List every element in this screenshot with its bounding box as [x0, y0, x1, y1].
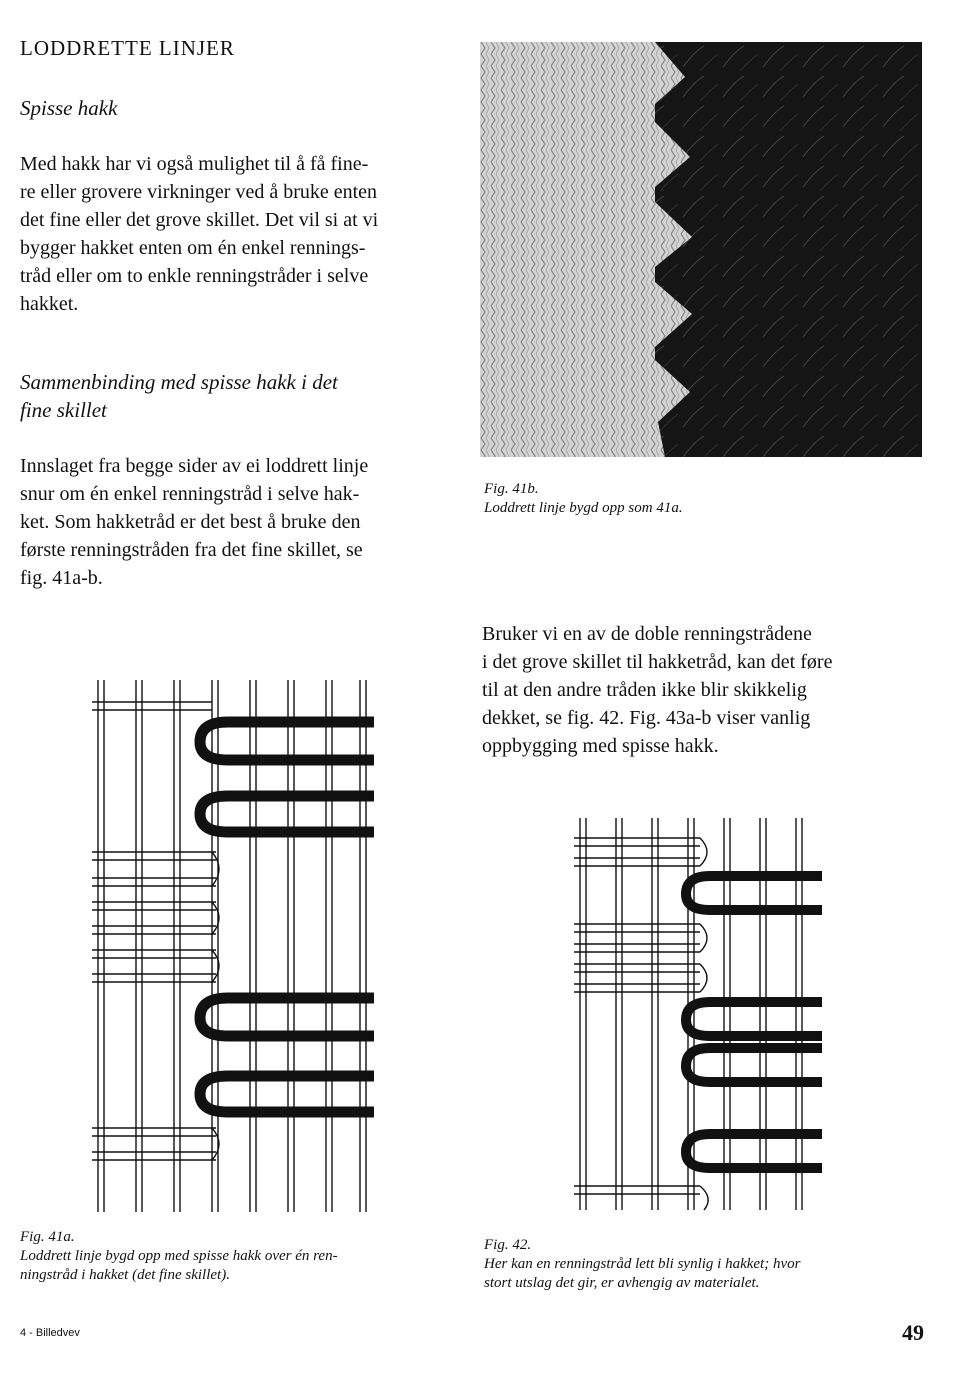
text-line: bygger hakket enten om én enkel rennings-	[20, 237, 366, 259]
woven-sample-photo	[480, 42, 922, 457]
text-line: fig. 41a-b.	[20, 567, 103, 589]
text-line: tråd eller om to enkle renningstråder i selve	[20, 265, 369, 287]
footer-chapter: 4 - Billedvev	[20, 1327, 80, 1339]
caption-text: Loddrett linje bygd opp med spisse hakk over én ren-	[20, 1248, 338, 1264]
paragraph-sammenbinding	[20, 452, 460, 592]
photo-illustration	[480, 42, 922, 457]
subheading-line: fine skillet	[20, 398, 107, 422]
page-number: 49	[902, 1320, 924, 1345]
subheading-sammenbinding	[20, 368, 338, 424]
text-line: ket. Som hakketråd er det best å bruke den	[20, 511, 361, 533]
text-line: første renningstråden fra det fine skillet, se	[20, 539, 363, 561]
subheading-spisse-hakk: Spisse hakk	[20, 96, 118, 120]
text-line: Med hakk har vi også mulighet til å få fine-	[20, 153, 369, 175]
caption-text: Her kan en renningstråd lett bli synlig i hakket; hvor	[484, 1256, 801, 1272]
page-heading: LODDRETTE LINJER	[20, 36, 235, 60]
caption-fig41a	[20, 1228, 338, 1285]
paragraph-right	[482, 620, 927, 760]
paragraph-intro	[20, 150, 460, 318]
caption-text: ningstråd i hakket (det fine skillet).	[20, 1267, 230, 1283]
text-line: Innslaget fra begge sider av ei loddrett linje	[20, 455, 369, 477]
weave-diagram-41a	[88, 680, 380, 1215]
text-line: dekket, se fig. 42. Fig. 43a-b viser vanlig	[482, 707, 811, 729]
fig42-diagram	[572, 818, 828, 1218]
fig41a-diagram	[88, 680, 380, 1220]
text-line: til at den andre tråden ikke blir skikkelig	[482, 679, 807, 701]
caption-text: stort utslag det gir, er avhengig av materialet.	[484, 1275, 760, 1291]
weave-diagram-42	[572, 818, 828, 1213]
caption-fig42	[484, 1236, 800, 1293]
text-line: i det grove skillet til hakketråd, kan det føre	[482, 651, 833, 673]
text-line: hakket.	[20, 293, 79, 315]
text-line: snur om én enkel renningstråd i selve hak-	[20, 483, 360, 505]
caption-label: Fig. 42.	[484, 1237, 532, 1253]
caption-text: Loddrett linje bygd opp som 41a.	[484, 500, 683, 516]
caption-fig41b	[484, 480, 683, 518]
text-line: re eller grovere virkninger ved å bruke enten	[20, 181, 378, 203]
subheading-line: Sammenbinding med spisse hakk i det	[20, 370, 338, 394]
text-line: oppbygging med spisse hakk.	[482, 735, 719, 757]
caption-label: Fig. 41a.	[20, 1229, 75, 1245]
text-line: det fine eller det grove skillet. Det vil si at vi	[20, 209, 379, 231]
caption-label: Fig. 41b.	[484, 481, 539, 497]
text-line: Bruker vi en av de doble renningstrådene	[482, 623, 812, 645]
